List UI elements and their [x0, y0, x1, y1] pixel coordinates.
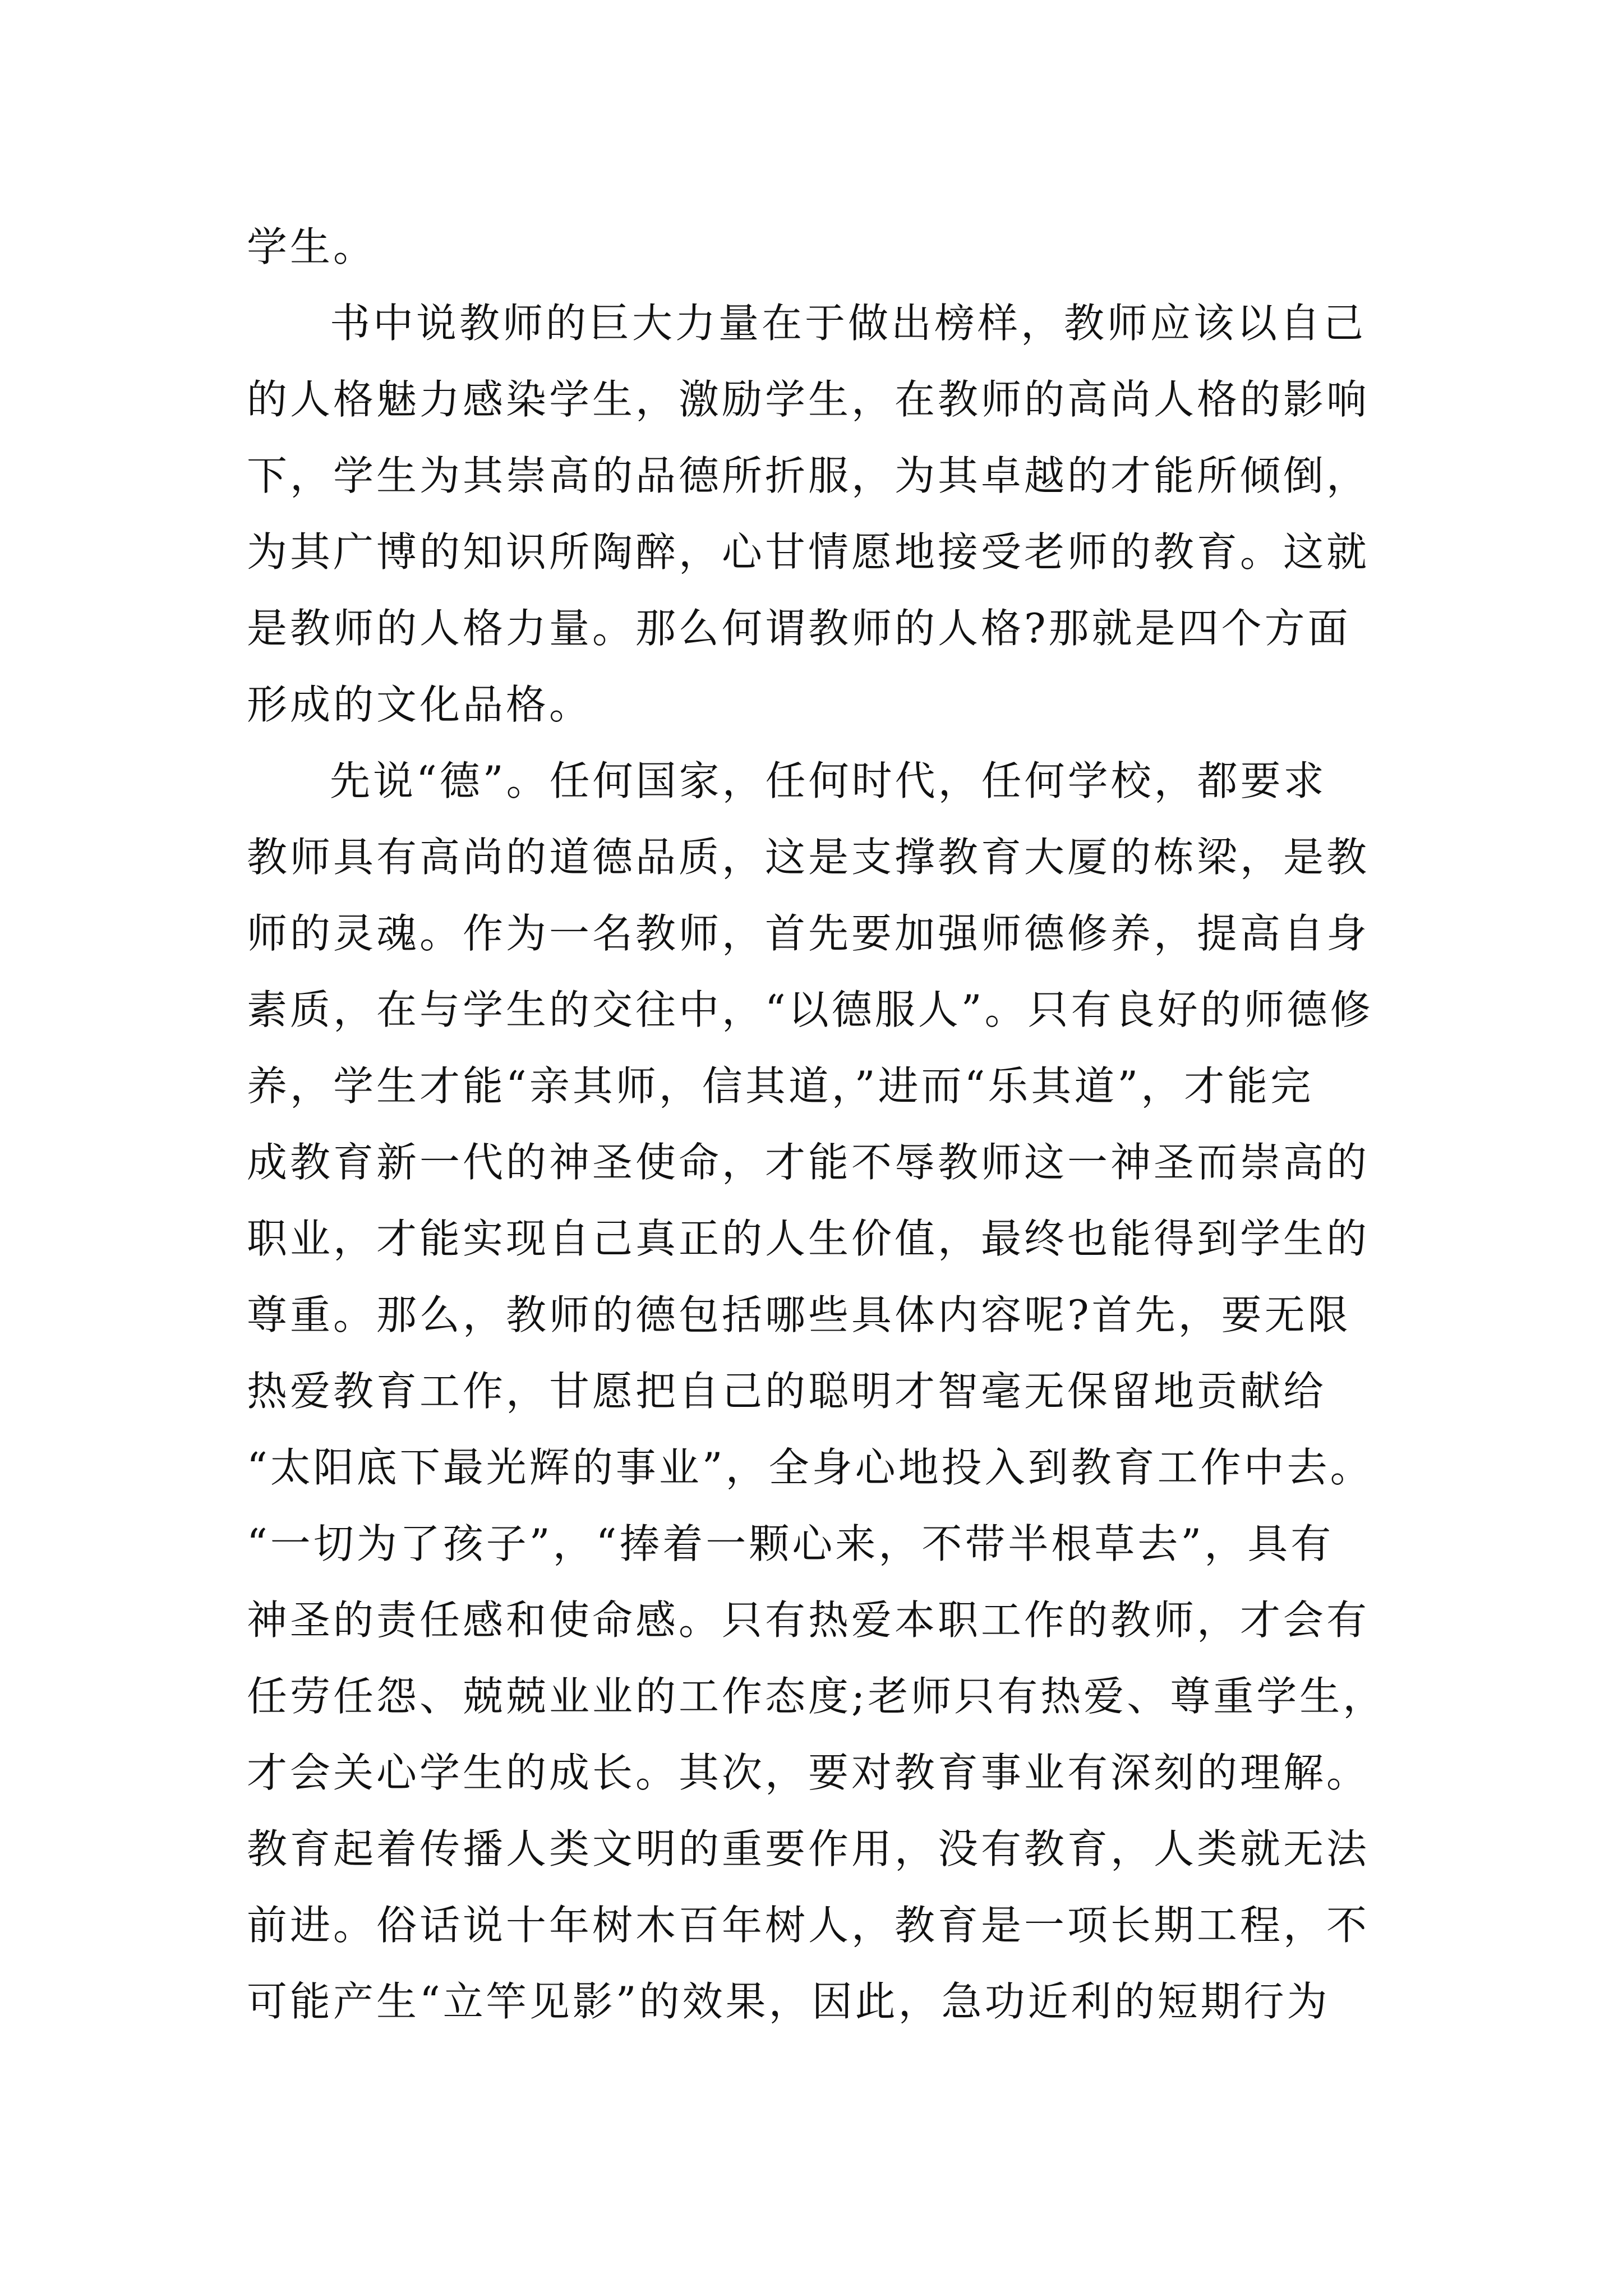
text-line: 可能产生“立竿见影”的效果，因此，急功近利的短期行为 [247, 1978, 1330, 2025]
text-line: “太阳底下最光辉的事业”，全身心地投入到教育工作中去。 [247, 1444, 1373, 1491]
text-line: 形成的文化品格。 [247, 681, 593, 728]
text-line: 学生。 [247, 223, 377, 270]
text-line: 养，学生才能“亲其师，信其道，”进而“乐其道”，才能完 [247, 1062, 1314, 1110]
text-line: 任劳任怨、兢兢业业的工作态度;老师只有热爱、尊重学生， [247, 1673, 1386, 1720]
text-line: 教师具有高尚的道德品质，这是支撑教育大厦的栋梁，是教 [247, 834, 1370, 881]
paragraph-first-line: 书中说教师的巨大力量在于做出榜样，教师应该以自己 [330, 300, 1367, 347]
text-line: 的人格魅力感染学生，激励学生，在教师的高尚人格的影响 [247, 376, 1370, 423]
text-line: 前进。俗话说十年树木百年树人，教育是一项长期工程，不 [247, 1902, 1370, 1949]
text-line: 师的灵魂。作为一名教师，首先要加强师德修养，提高自身 [247, 910, 1370, 957]
text-line: 神圣的责任感和使命感。只有热爱本职工作的教师，才会有 [247, 1596, 1370, 1644]
text-line: 尊重。那么，教师的德包括哪些具体内容呢?首先，要无限 [247, 1291, 1351, 1338]
text-line: 才会关心学生的成长。其次，要对教育事业有深刻的理解。 [247, 1749, 1370, 1796]
text-line: 素质，在与学生的交往中，“以德服人”。只有良好的师德修 [247, 986, 1373, 1033]
document-body [247, 209, 1424, 2040]
text-line: 为其广博的知识所陶醉，心甘情愿地接受老师的教育。这就 [247, 528, 1370, 576]
paragraph-first-line: 先说“德”。任何国家，任何时代，任何学校，都要求 [330, 757, 1327, 804]
text-line: 成教育新一代的神圣使命，才能不辱教师这一神圣而崇高的 [247, 1139, 1370, 1186]
text-line: 下，学生为其崇高的品德所折服，为其卓越的才能所倾倒， [247, 452, 1370, 499]
text-line: 教育起着传播人类文明的重要作用，没有教育，人类就无法 [247, 1825, 1370, 1872]
text-line: 职业，才能实现自己真正的人生价值，最终也能得到学生的 [247, 1215, 1370, 1262]
text-line: 热爱教育工作，甘愿把自己的聪明才智毫无保留地贡献给 [247, 1368, 1327, 1415]
text-line: 是教师的人格力量。那么何谓教师的人格?那就是四个方面 [247, 605, 1351, 652]
text-line: “一切为了孩子”，“捧着一颗心来，不带半根草去”，具有 [247, 1520, 1334, 1567]
